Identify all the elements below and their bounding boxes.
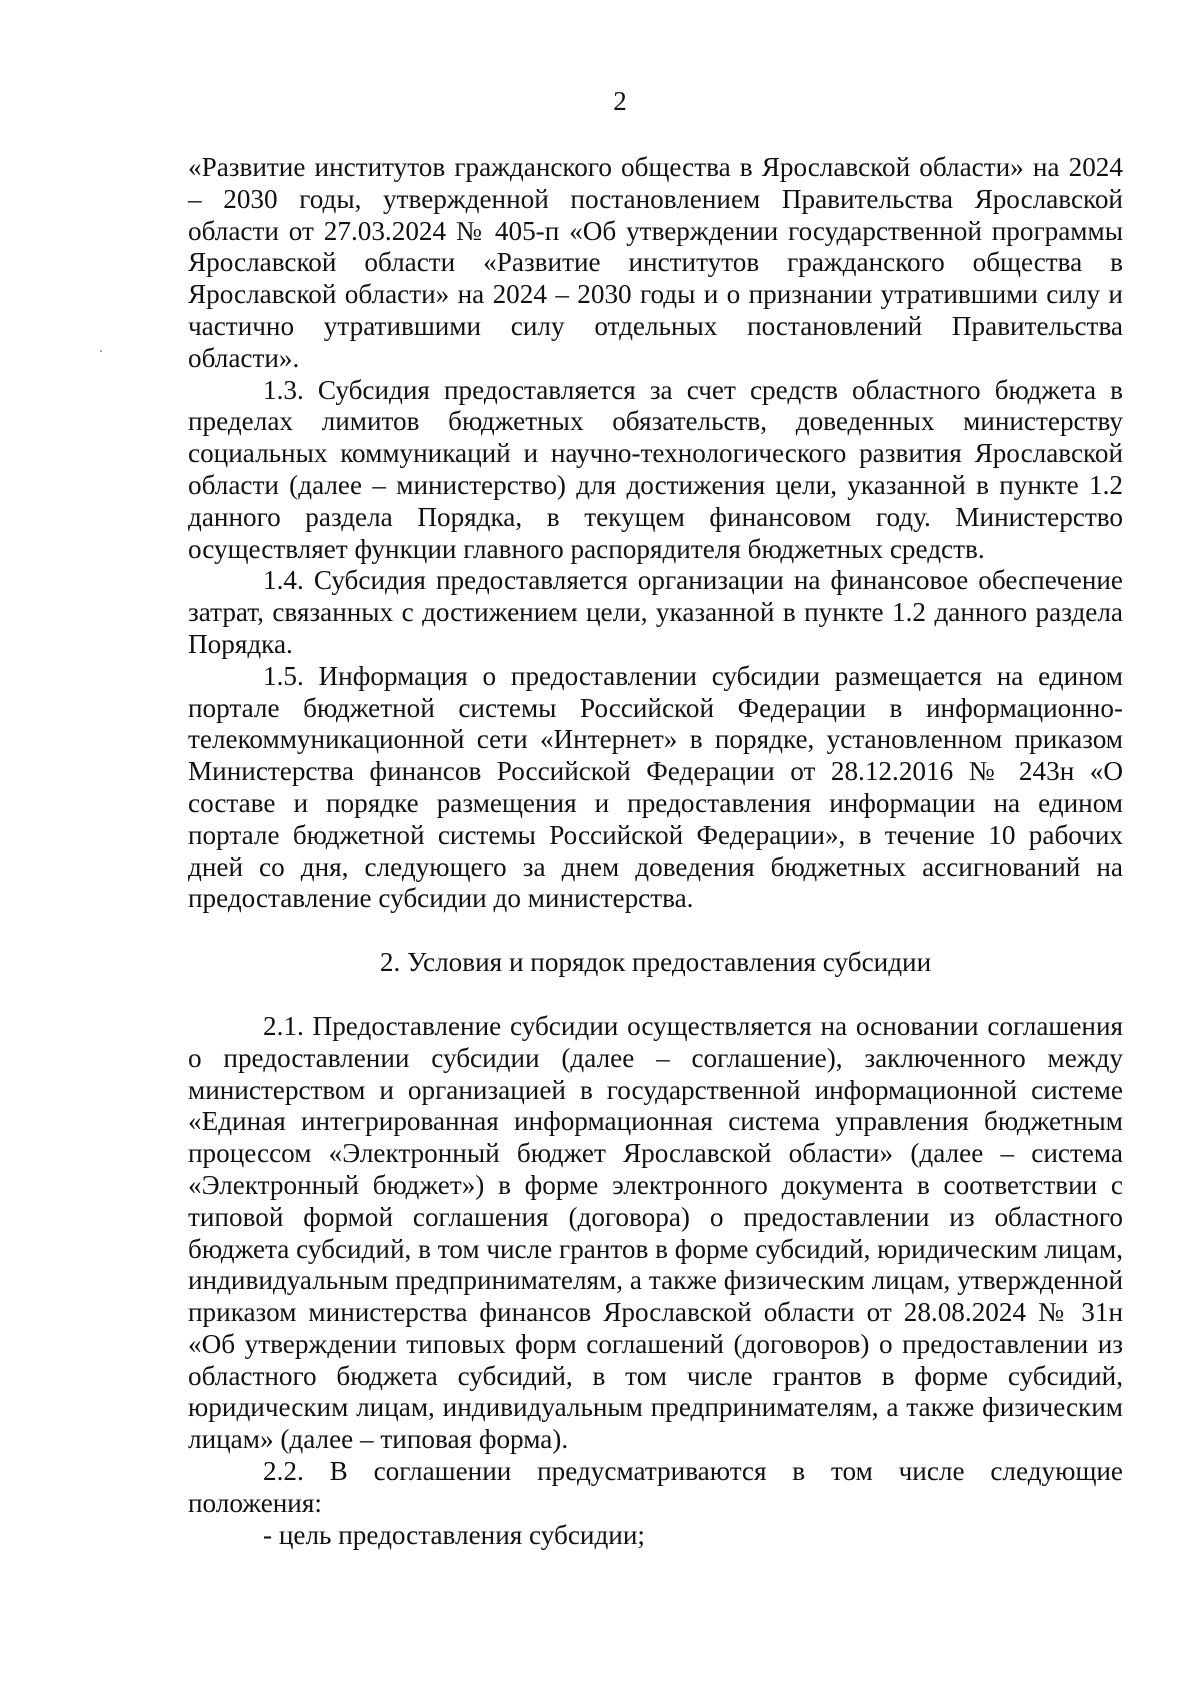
document-body (188, 152, 1123, 1551)
paragraph-1-5: 1.5. Информация о предоставлении субсидии размещается на едином портале бюджетной системы Российской Федерации в информационно-телекоммуникационной сети «Интернет» в порядке, установленном приказом Министерства финансов Российской Федерации от 28.12.2016 № 243н «О составе и порядке размещения и предоставления информации на едином портале бюджетной системы Российской Федерации», в течение 10 рабочих дней со дня, следующего за днем доведения бюджетных ассигнований на предоставление субсидии до министерства. (188, 660, 1123, 914)
paragraph-continuation: «Развитие институтов гражданского общества в Ярославской области» на 2024 – 2030 годы, утвержденной постановлением Правительства Ярославской области от 27.03.2024 № 405-п «Об утверждении государственной программы Ярославской области «Развитие институтов гражданского общества в Ярославской области» на 2024 – 2030 годы и о признании утратившими силу и частично утратившими силу отдельных постановлений Правительства области». (188, 152, 1123, 373)
paragraph-2-2: 2.2. В соглашении предусматриваются в том числе следующие положения: (188, 1456, 1123, 1518)
list-item-goal: - цель предоставления субсидии; (263, 1519, 645, 1550)
paragraph-2-1: 2.1. Предоставление субсидии осуществляется на основании соглашения о предоставлении субсидии (далее – соглашение), заключенного между министерством и организацией в государственной информационной системе «Единая интегрированная информационная система управления бюджетным процессом «Электронный бюджет Ярославской области» (далее – система «Электронный бюджет») в форме электронного документа в соответствии с типовой формой соглашения (договора) о предоставлении из областного бюджета субсидий, в том числе грантов в форме субсидий, юридическим лицам, индивидуальным предпринимателям, а также физическим лицам, утвержденной приказом министерства финансов Ярославской области от 28.08.2024 № 31н «Об утверждении типовых форм соглашений (договоров) о предоставлении из областного бюджета субсидий, в том числе грантов в форме субсидий, юридическим лицам, индивидуальным предпринимателям, а также физическим лицам» (далее – типовая форма). (188, 1010, 1123, 1455)
section-heading-2: 2. Условия и порядок предоставления субсидии (379, 947, 932, 978)
scan-speck (100, 350, 102, 352)
paragraph-1-3: 1.3. Субсидия предоставляется за счет средств областного бюджета в пределах лимитов бюджетных обязательств, доведенных министерству социальных коммуникаций и научно-технологического развития Ярославской области (далее – министерство) для достижения цели, указанной в пункте 1.2 данного раздела Порядка, в текущем финансовом году. Министерство осуществляет функции главного распорядителя бюджетных средств. (188, 374, 1123, 564)
page-number: 2 (613, 86, 627, 116)
paragraph-1-4: 1.4. Субсидия предоставляется организации на финансовое обеспечение затрат, связанных с достижением цели, указанной в пункте 1.2 данного раздела Порядка. (188, 565, 1123, 659)
